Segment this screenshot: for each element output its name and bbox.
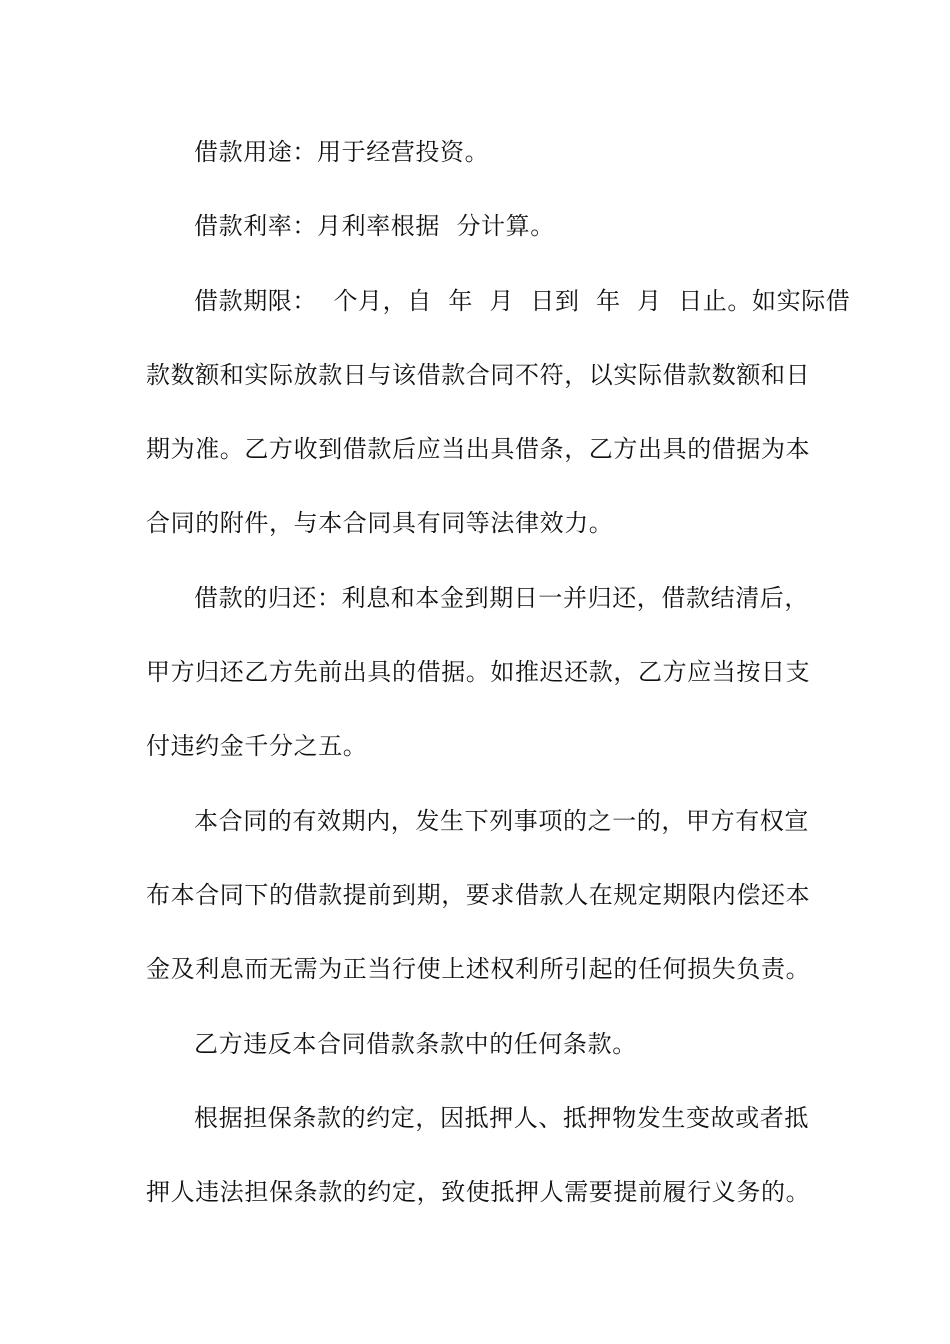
paragraph-loan-term-line-2: 款数额和实际放款日与该借款合同不符，以实际借款数额和日 xyxy=(146,361,811,389)
paragraph-breach-clause: 乙方违反本合同借款条款中的任何条款。 xyxy=(194,1030,637,1058)
paragraph-guarantee-line-2: 押人违法担保条款的约定，致使抵押人需要提前履行义务的。 xyxy=(146,1178,811,1206)
paragraph-repayment-line-2: 甲方归还乙方先前出具的借据。如推迟还款，乙方应当按日支 xyxy=(146,658,811,686)
paragraph-loan-rate: 借款利率：月利率根据 分计算。 xyxy=(194,212,555,240)
paragraph-loan-purpose: 借款用途：用于经营投资。 xyxy=(194,138,490,166)
paragraph-loan-term-line-4: 合同的附件，与本合同具有同等法律效力。 xyxy=(146,509,614,537)
paragraph-early-maturity-line-3: 金及利息而无需为正当行使上述权利所引起的任何损失负责。 xyxy=(146,955,811,983)
paragraph-early-maturity-line-1: 本合同的有效期内，发生下列事项的之一的，甲方有权宣 xyxy=(194,807,809,835)
paragraph-early-maturity-line-2: 布本合同下的借款提前到期，要求借款人在规定期限内偿还本 xyxy=(146,881,811,909)
paragraph-repayment-line-1: 借款的归还：利息和本金到期日一并归还，借款结清后， xyxy=(194,584,809,612)
paragraph-loan-term-line-1: 借款期限： 个月，自 年 月 日到 年 月 日止。如实际借 xyxy=(194,287,851,315)
paragraph-loan-term-line-3: 期为准。乙方收到借款后应当出具借条，乙方出具的借据为本 xyxy=(146,435,811,463)
paragraph-repayment-line-3: 付违约金千分之五。 xyxy=(146,732,368,760)
paragraph-guarantee-line-1: 根据担保条款的约定，因抵押人、抵押物发生变故或者抵 xyxy=(194,1104,809,1132)
